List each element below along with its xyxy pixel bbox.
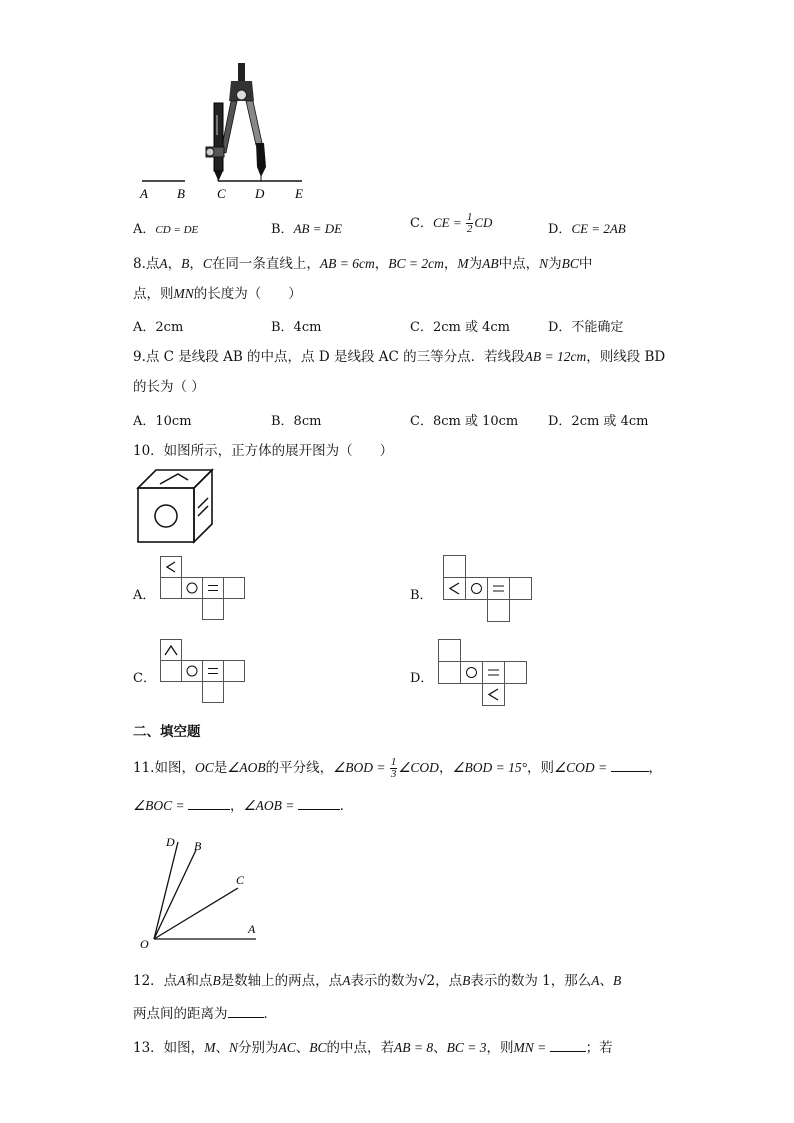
section-title: 二、填空题 [133,724,201,740]
q8-option-a[interactable]: A．2cm [133,320,184,335]
fraction-half: $\frac{1}{2}$ [466,211,473,235]
label-a: A [140,186,148,201]
q10-option-c[interactable]: C． [133,671,156,686]
net-b [443,555,538,625]
answer-blank-cod[interactable] [611,757,649,772]
q10-option-b[interactable]: B． [410,588,433,603]
q8-option-b[interactable]: B．4cm [271,320,322,335]
net-c [160,639,250,709]
label-b: B [194,839,202,853]
q8-option-d[interactable]: D．不能确定 [548,320,624,335]
q8-text-line2: 点，则MN的长度为（ ） [133,286,302,302]
q9-text-line1: 9.点 C 是线段 AB 的中点，点 D 是线段 AC 的三等分点．若线段AB = 12cm，则线段 BD [133,349,666,365]
answer-blank-distance[interactable] [228,1003,264,1018]
q7-option-a[interactable]: A．CD = DE [133,222,199,237]
label-o: O [140,937,149,951]
q11-text-line2: ∠BOC = ，∠AOB = ． [133,795,353,816]
label-c: C [236,873,245,887]
q13-text-line1: 13．如图，M、N分别为AC、BC的中点，若AB = 8、BC = 3，则MN = ；若 [133,1037,613,1058]
q11-text-line1: 11.如图，OC是∠AOB的平分线，∠BOD = $\frac{1}{3}$ ∠COD，∠BOD = 15°，则∠COD = ， [133,756,663,780]
q12-text-line1: 12．点A和点B是数轴上的两点，点A表示的数为√2，点B表示的数为 1，那么A、B [133,973,622,989]
q9-text-line2: 的长为（ ） [133,379,205,395]
net-a [160,556,250,626]
q8-option-c[interactable]: C．2cm 或 4cm [410,320,510,335]
q7-option-d[interactable]: D．CE = 2AB [548,221,626,237]
answer-blank-aob[interactable] [298,795,340,810]
label-e: E [295,186,303,201]
answer-blank-boc[interactable] [188,795,230,810]
q12-text-line2: 两点间的距离为 ． [133,1003,277,1024]
q10-text: 10．如图所示，正方体的展开图为（ ） [133,443,394,459]
q7-option-c[interactable]: C．CE = $\frac{1}{2}$ CD [410,211,493,235]
label-b: B [177,186,185,201]
label-d: D [255,186,265,201]
net-d [438,639,533,709]
q10-option-a[interactable]: A． [133,588,156,603]
compass-figure [130,55,320,205]
q10-option-d[interactable]: D． [410,671,434,686]
q7-option-b[interactable]: B．AB = DE [271,221,343,237]
q9-option-d[interactable]: D．2cm 或 4cm [548,414,649,429]
q9-option-a[interactable]: A．10cm [133,414,192,429]
q9-option-c[interactable]: C．8cm 或 10cm [410,414,519,429]
fraction-third: $\frac{1}{3}$ [390,756,397,780]
q8-text-line1: 8.点A，B，C在同一条直线上，AB = 6cm，BC = 2cm，M为AB中点，N为BC中 [133,256,593,272]
label-a: A [248,922,256,936]
cube-figure [136,468,216,544]
label-c: C [217,186,226,201]
sqrt-two: √2 [417,973,436,989]
label-d: D [166,835,175,849]
q9-option-b[interactable]: B．8cm [271,414,322,429]
answer-blank-mn[interactable] [550,1037,586,1052]
angle-figure [136,832,266,952]
